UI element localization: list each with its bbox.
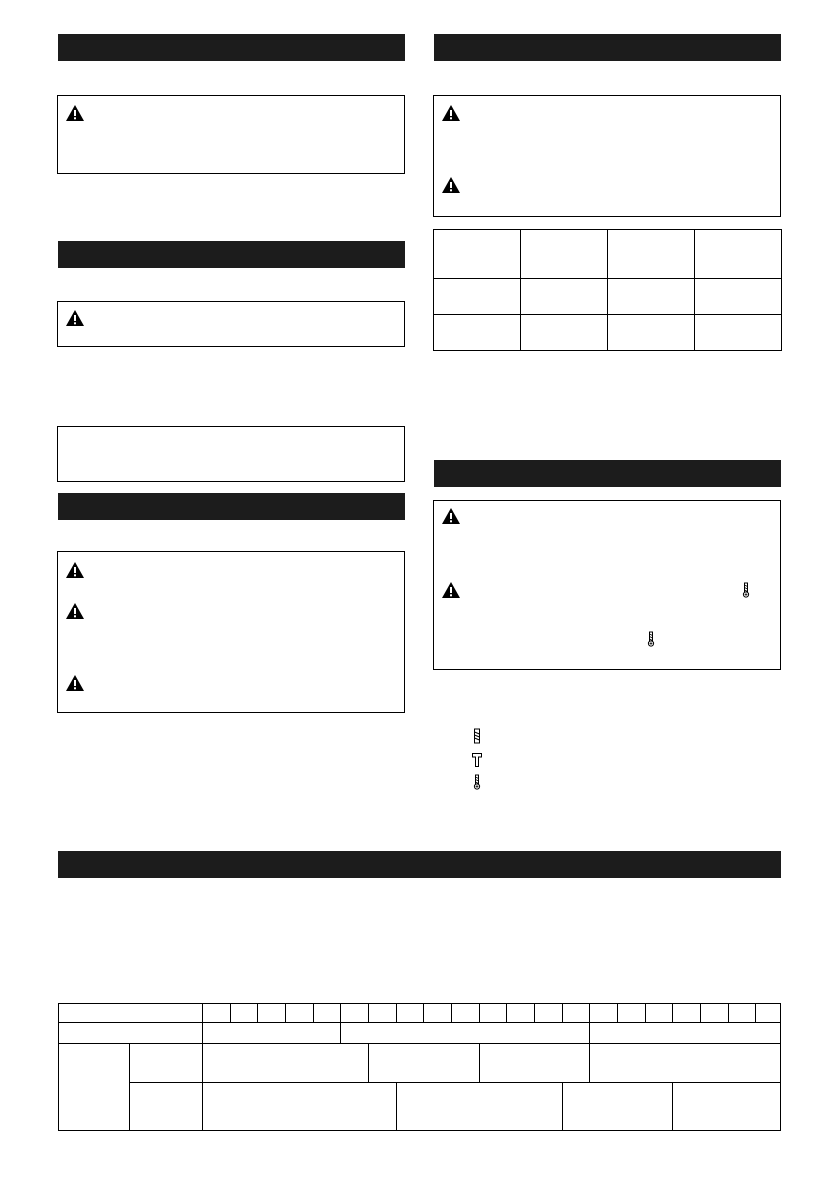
warning-triangle-icon	[65, 104, 85, 122]
table-cell	[521, 230, 608, 279]
table-cell	[695, 230, 782, 279]
table-cell	[608, 315, 695, 351]
warning-triangle-icon	[441, 581, 461, 599]
section-5-warning-box	[433, 500, 781, 670]
table-cell	[434, 279, 521, 315]
section-2-warning-box	[57, 301, 405, 347]
table-cell	[695, 279, 782, 315]
table-grid	[58, 1003, 781, 1131]
section-3-heading-bar	[58, 493, 405, 520]
screwdriving-bit-icon	[471, 774, 483, 790]
warning-triangle-icon	[441, 176, 461, 194]
section-2-heading-bar	[58, 241, 405, 268]
section-6-table	[58, 1003, 781, 1131]
table-cell	[434, 230, 521, 279]
section-2-note-box	[57, 426, 405, 482]
section-5-heading-bar	[434, 460, 781, 487]
warning-triangle-icon	[65, 309, 85, 327]
table-cell	[695, 315, 782, 351]
table-cell	[608, 279, 695, 315]
warning-triangle-icon	[65, 602, 85, 620]
warning-triangle-icon	[65, 561, 85, 579]
table-cell	[608, 230, 695, 279]
table-row	[434, 315, 782, 351]
warning-triangle-icon	[441, 104, 461, 122]
drill-bit-icon	[471, 728, 483, 744]
table-cell	[521, 315, 608, 351]
section-4-warning-box	[433, 95, 781, 217]
screwdriving-bit-icon	[645, 631, 657, 647]
table-row	[434, 230, 782, 279]
section-3-warning-box	[57, 551, 405, 713]
hammer-icon	[471, 752, 483, 768]
screwdriving-bit-icon	[740, 582, 752, 598]
table-row	[434, 279, 782, 315]
section-4-table	[433, 229, 782, 351]
warning-triangle-icon	[441, 507, 461, 525]
section-1-heading-bar	[58, 34, 405, 61]
section-6-heading-bar	[58, 851, 781, 878]
table-cell	[521, 279, 608, 315]
table-cell	[434, 315, 521, 351]
section-4-heading-bar	[434, 34, 781, 61]
section-1-warning-box	[57, 95, 405, 174]
warning-triangle-icon	[65, 674, 85, 692]
